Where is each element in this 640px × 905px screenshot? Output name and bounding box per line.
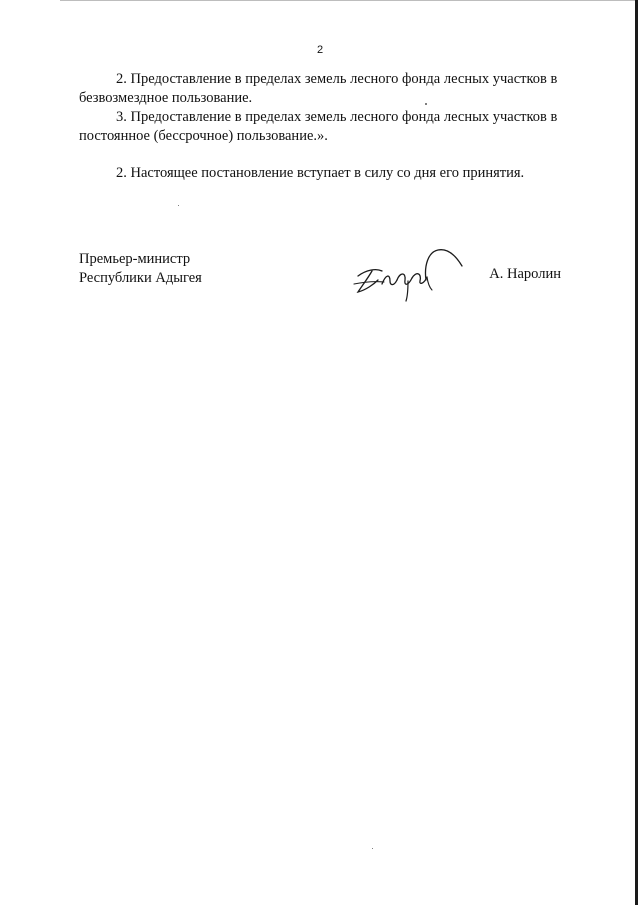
signatory-name: А. Наролин: [489, 266, 561, 282]
document-body: [79, 70, 564, 183]
page-top-edge: [60, 0, 638, 1]
scan-speck: [178, 205, 179, 206]
handwritten-signature: [352, 244, 464, 302]
paragraph-item-2: 2. Предоставление в пределах земель лесного фонда лесных участков в безвозмездное пользование.: [79, 71, 558, 106]
scan-speck: [425, 103, 427, 105]
paragraph-effective-date: 2. Настоящее постановление вступает в силу со дня его принятия.: [116, 165, 525, 181]
signatory-title: [79, 250, 202, 288]
signatory-title-line-2: Республики Адыгея: [79, 270, 202, 286]
paragraph-item-3: 3. Предоставление в пределах земель лесного фонда лесных участков в постоянное (бессрочное) пользование.».: [79, 109, 558, 144]
page-number: 2: [316, 44, 324, 56]
scan-speck: [372, 848, 373, 849]
page-right-edge: [635, 0, 638, 905]
signatory-title-line-1: Премьер-министр: [79, 251, 191, 267]
